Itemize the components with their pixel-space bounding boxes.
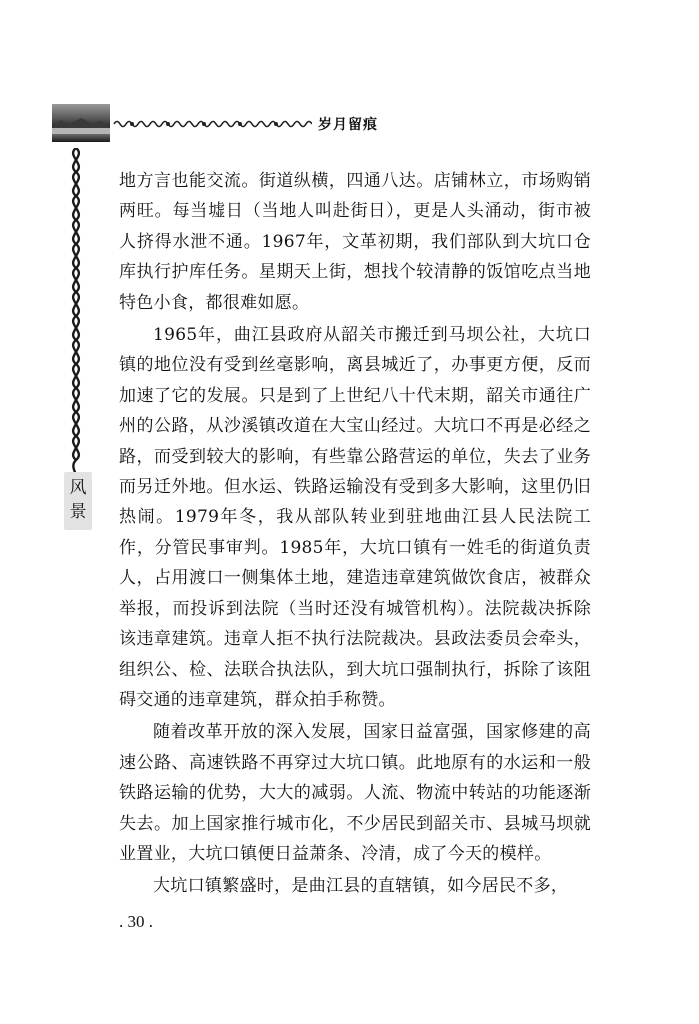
paragraph: 随着改革开放的深入发展，国家日益富强，国家修建的高速公路、高速铁路不再穿过大坑口镇。此地原有的水运和一般铁路运输的优势，大大的减弱。人流、物流中转站的功能逐渐失去。加上国家推行城市化，不少居民到韶关市、县城马坝就业置业，大坑口镇便日益萧条、冷清，成了今天的模样。 [119, 722, 591, 864]
header-landscape-photo [52, 104, 110, 142]
paragraph: 1965年，曲江县政府从韶关市搬迁到马坝公社，大坑口镇的地位没有受到丝毫影响，离县城近了，办事更方便，反而加速了它的发展。只是到了上世纪八十代末期，韶关市通往广州的公路，从沙溪镇改道在大宝山经过。大坑口不再是必经之路，而受到较大的影响，有些靠公路营运的单位，失去了业务而另迁外地。但水运、铁路运输没有受到多大影响，这里仍旧热闹。1979年冬，我从部队转业到驻地曲江县人民法院工作，分管民事审判。1985年，大坑口镇有一姓毛的街道负责人，占用渡口一侧集体土地，建造违章建筑做饮食店，被群众举报，而投诉到法院（当时还没有城管机构）。法院裁决拆除该违章建筑。违章人拒不执行法院裁决。县政法委员会牵头，组织公、检、法联合执法队，到大坑口强制执行，拆除了该阻碍交通的违章建筑，群众拍手称赞。 [119, 325, 591, 710]
running-header-title: 岁月留痕 [318, 117, 378, 133]
mountain-shape [52, 118, 110, 128]
side-label-char: 风 [69, 478, 87, 498]
chain-ornament-icon [62, 148, 90, 476]
side-ornament-chain [62, 148, 90, 476]
water-shape [52, 128, 110, 134]
side-label-char: 景 [69, 502, 87, 522]
paragraph: 大坑口镇繁盛时，是曲江县的直辖镇，如今居民不多， [153, 876, 569, 897]
scroll-ornament-icon [112, 118, 312, 130]
page-number: . 30 . [119, 912, 153, 931]
paragraph: 地方言也能交流。街道纵横，四通八达。店铺林立，市场购销两旺。每当墟日（当地人叫赴街日），更是人头涌动，街市被人挤得水泄不通。1967年，文革初期，我们部队到大坑口仓库执行护库任务。星期天上街，想找个较清静的饭馆吃点当地特色小食，都很难如愿。 [119, 171, 591, 313]
header-ornament-rule [112, 118, 312, 130]
body-text [119, 166, 591, 902]
side-section-label [64, 476, 92, 524]
